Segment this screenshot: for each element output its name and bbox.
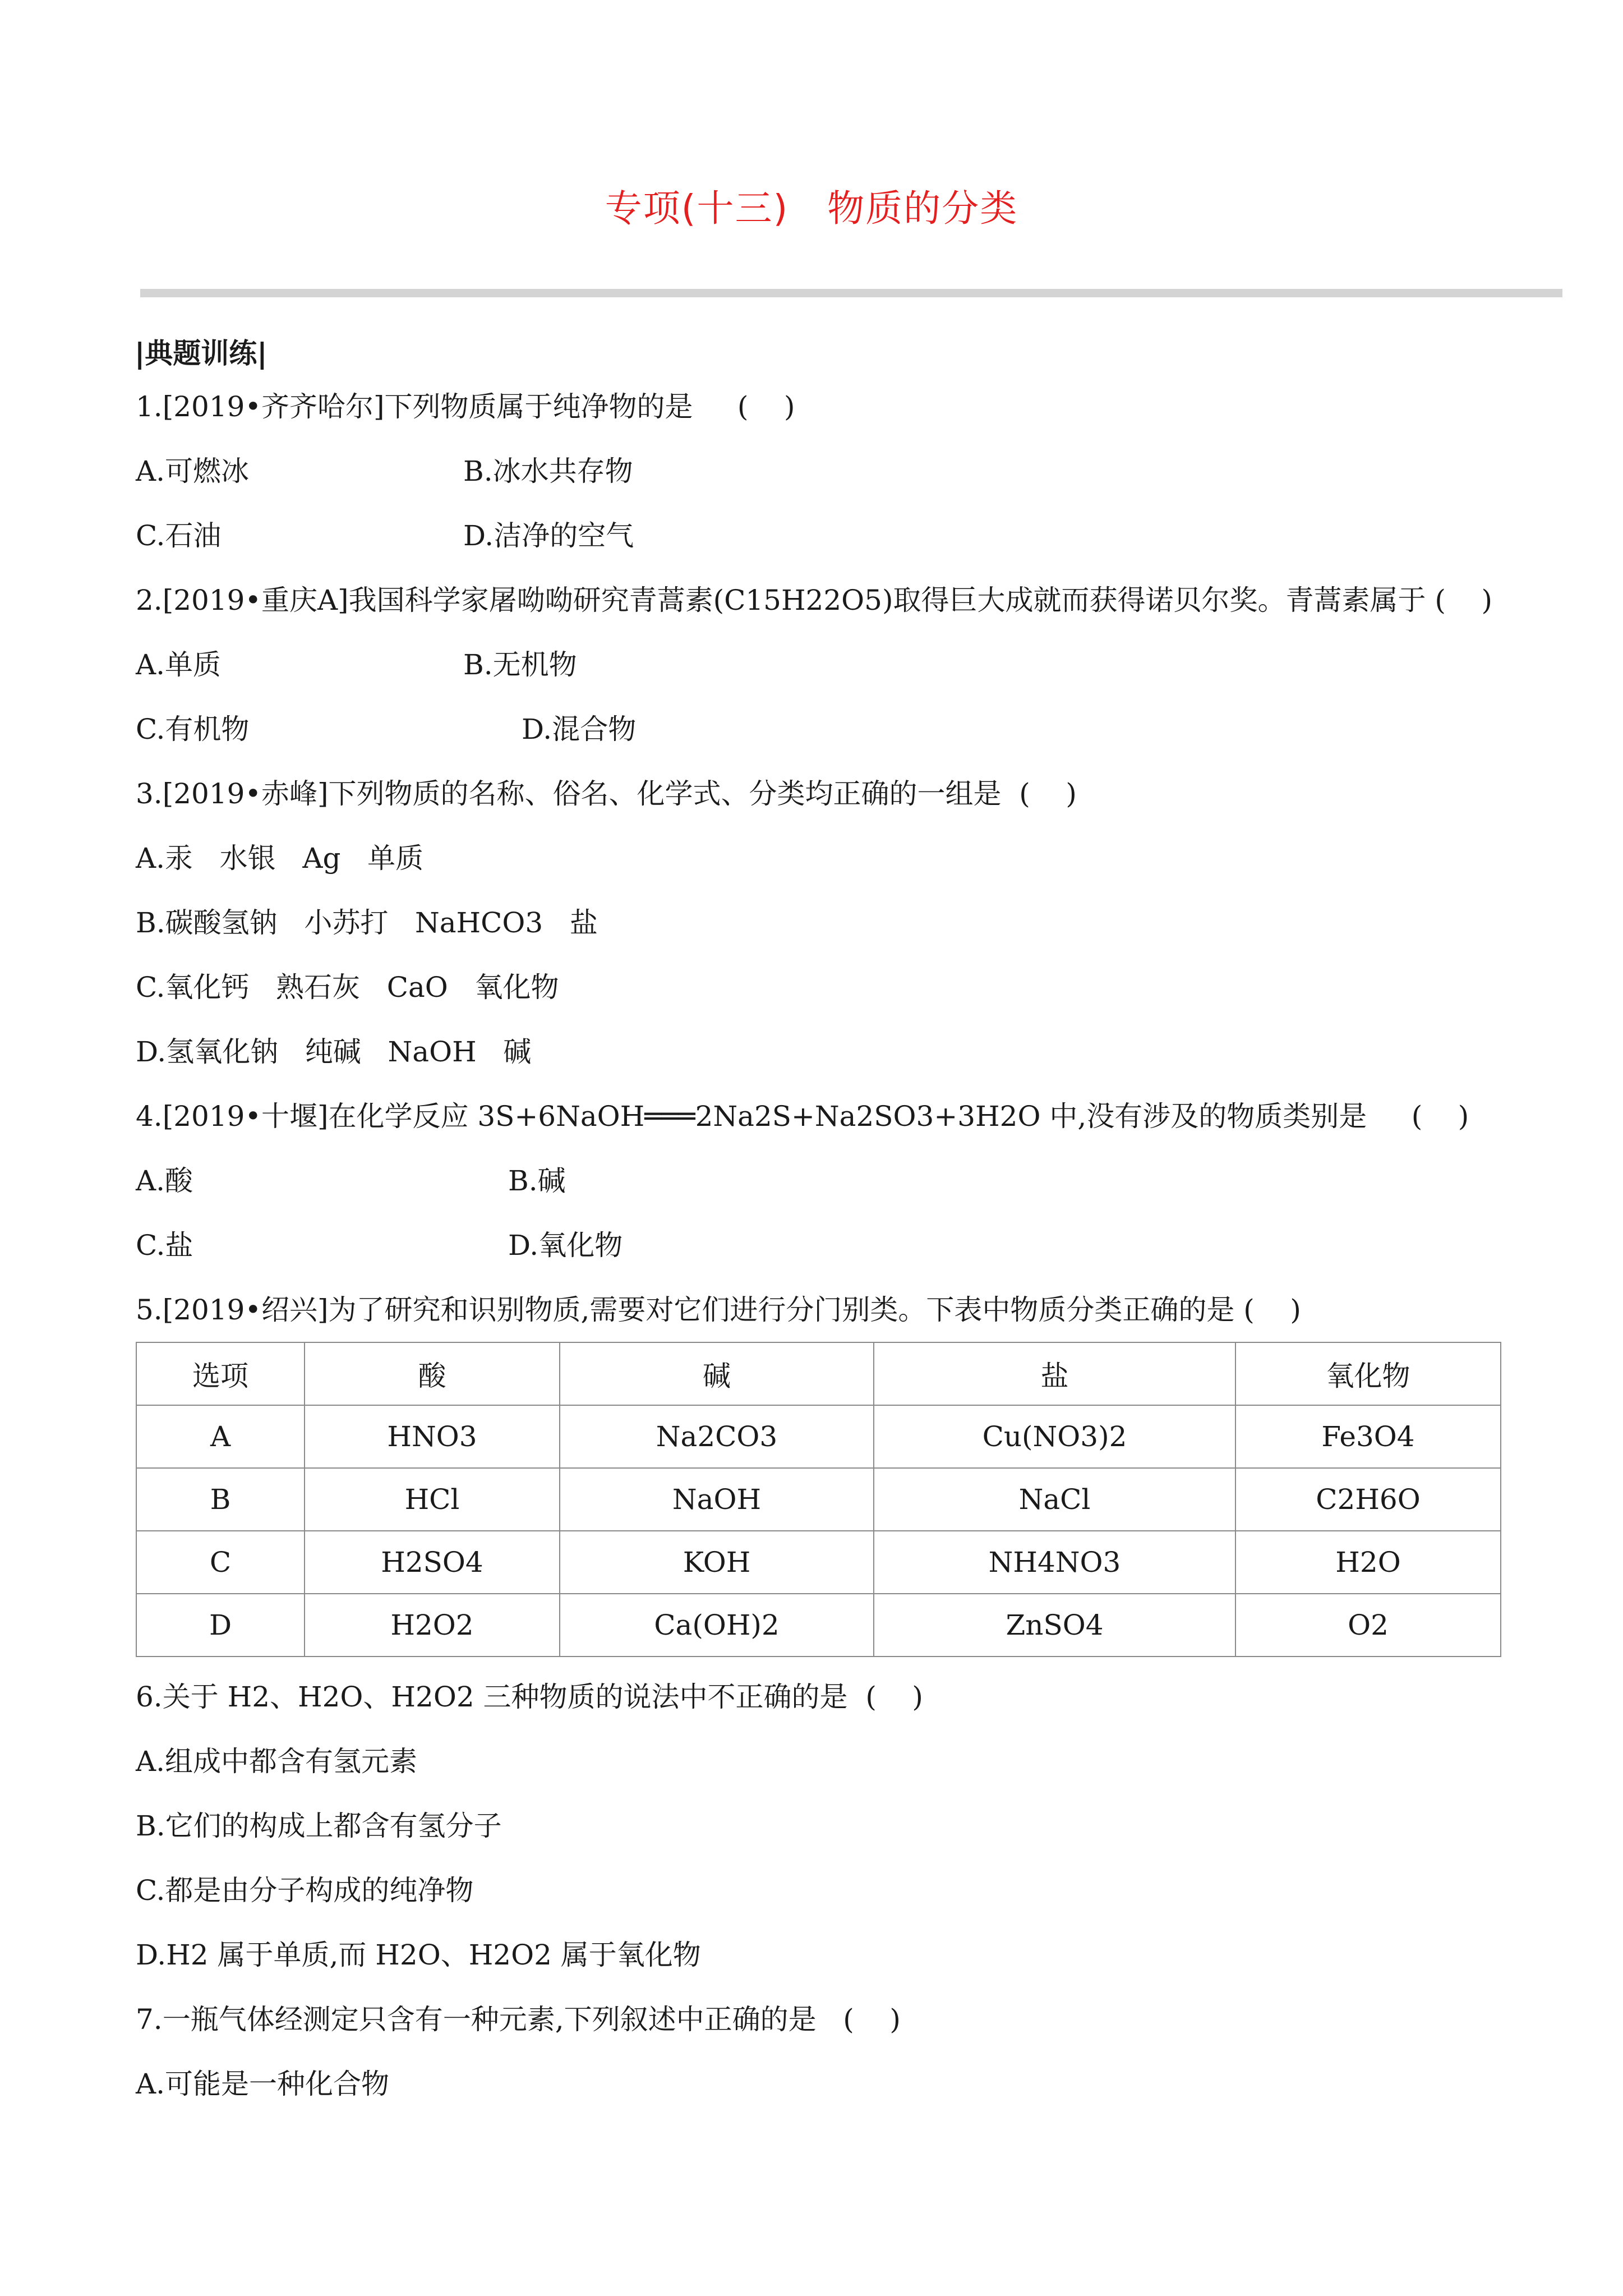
table-header-cell: 盐 xyxy=(874,1342,1235,1405)
question-1-option-b: B.冰水共存物 xyxy=(463,455,633,487)
question-4-option-a: A.酸 xyxy=(136,1165,193,1197)
table-header-cell: 碱 xyxy=(560,1342,874,1405)
page-title: 专项(十三) 物质的分类 xyxy=(605,187,1018,230)
table-cell: KOH xyxy=(560,1531,874,1594)
table-row xyxy=(136,1531,1501,1594)
table-header-row xyxy=(136,1342,1501,1405)
table-row xyxy=(136,1405,1501,1468)
question-1-option-d: D.洁净的空气 xyxy=(463,519,634,552)
question-2-option-d: D.混合物 xyxy=(522,713,637,746)
table-cell: NaCl xyxy=(874,1468,1235,1531)
question-3-stem: 3.[2019•赤峰]下列物质的名称、俗名、化学式、分类均正确的一组是 ( ) xyxy=(136,777,1077,810)
table-cell: H2O2 xyxy=(305,1594,560,1657)
table-cell: ZnSO4 xyxy=(874,1594,1235,1657)
question-5-stem: 5.[2019•绍兴]为了研究和识别物质,需要对它们进行分门别类。下表中物质分类正确的是 ( ) xyxy=(136,1294,1301,1326)
table-cell: Fe3O4 xyxy=(1235,1405,1501,1468)
question-4-option-c: C.盐 xyxy=(136,1229,193,1262)
question-1-option-a: A.可燃冰 xyxy=(136,455,250,487)
table-cell: D xyxy=(136,1594,305,1657)
table-cell: Na2CO3 xyxy=(560,1405,874,1468)
question-3-option-b: B.碳酸氢钠 小苏打 NaHCO3 盐 xyxy=(136,907,598,939)
question-4-option-b: B.碱 xyxy=(508,1165,566,1197)
question-4-option-d: D.氧化物 xyxy=(508,1229,623,1262)
table-cell: B xyxy=(136,1468,305,1531)
question-3-option-d: D.氢氧化钠 纯碱 NaOH 碱 xyxy=(136,1036,532,1068)
question-6-option-d: D.H2 属于单质,而 H2O、H2O2 属于氧化物 xyxy=(136,1939,701,1971)
table-cell: C2H6O xyxy=(1235,1468,1501,1531)
question-4-stem: 4.[2019•十堰]在化学反应 3S+6NaOH═══2Na2S+Na2SO3+3H2O 中,没有涉及的物质类别是 ( ) xyxy=(136,1100,1469,1133)
question-3-option-c: C.氧化钙 熟石灰 CaO 氧化物 xyxy=(136,971,559,1004)
table-cell: Ca(OH)2 xyxy=(560,1594,874,1657)
table-cell: H2SO4 xyxy=(305,1531,560,1594)
table-cell: NH4NO3 xyxy=(874,1531,1235,1594)
table-cell: A xyxy=(136,1405,305,1468)
question-1-stem: 1.[2019•齐齐哈尔]下列物质属于纯净物的是 ( ) xyxy=(136,390,795,423)
table-cell: O2 xyxy=(1235,1594,1501,1657)
question-6-option-c: C.都是由分子构成的纯净物 xyxy=(136,1874,474,1907)
table-cell: Cu(NO3)2 xyxy=(874,1405,1235,1468)
table-cell: H2O xyxy=(1235,1531,1501,1594)
table-cell: HCl xyxy=(305,1468,560,1531)
question-6-option-b: B.它们的构成上都含有氢分子 xyxy=(136,1810,502,1842)
table-row xyxy=(136,1468,1501,1531)
table-header-cell: 选项 xyxy=(136,1342,305,1405)
section-heading: |典题训练| xyxy=(135,337,268,370)
table-cell: NaOH xyxy=(560,1468,874,1531)
table-cell: C xyxy=(136,1531,305,1594)
question-6-stem: 6.关于 H2、H2O、H2O2 三种物质的说法中不正确的是 ( ) xyxy=(136,1681,923,1713)
question-7-stem: 7.一瓶气体经测定只含有一种元素,下列叙述中正确的是 ( ) xyxy=(136,2003,901,2036)
table-cell: HNO3 xyxy=(305,1405,560,1468)
table-row xyxy=(136,1594,1501,1657)
question-7-option-a: A.可能是一种化合物 xyxy=(136,2068,390,2100)
classification-table xyxy=(136,1342,1501,1657)
question-2-option-b: B.无机物 xyxy=(463,648,577,681)
question-2-option-a: A.单质 xyxy=(136,648,222,681)
question-3-option-a: A.汞 水银 Ag 单质 xyxy=(136,842,424,875)
question-2-option-c: C.有机物 xyxy=(136,713,250,746)
table-header-cell: 酸 xyxy=(305,1342,560,1405)
question-2-stem: 2.[2019•重庆A]我国科学家屠呦呦研究青蒿素(C15H22O5)取得巨大成就而获得诺贝尔奖。青蒿素属于 ( ) xyxy=(136,584,1492,616)
question-6-option-a: A.组成中都含有氢元素 xyxy=(136,1745,418,1778)
title-divider xyxy=(140,289,1562,297)
table-header-cell: 氧化物 xyxy=(1235,1342,1501,1405)
question-1-option-c: C.石油 xyxy=(136,519,222,552)
